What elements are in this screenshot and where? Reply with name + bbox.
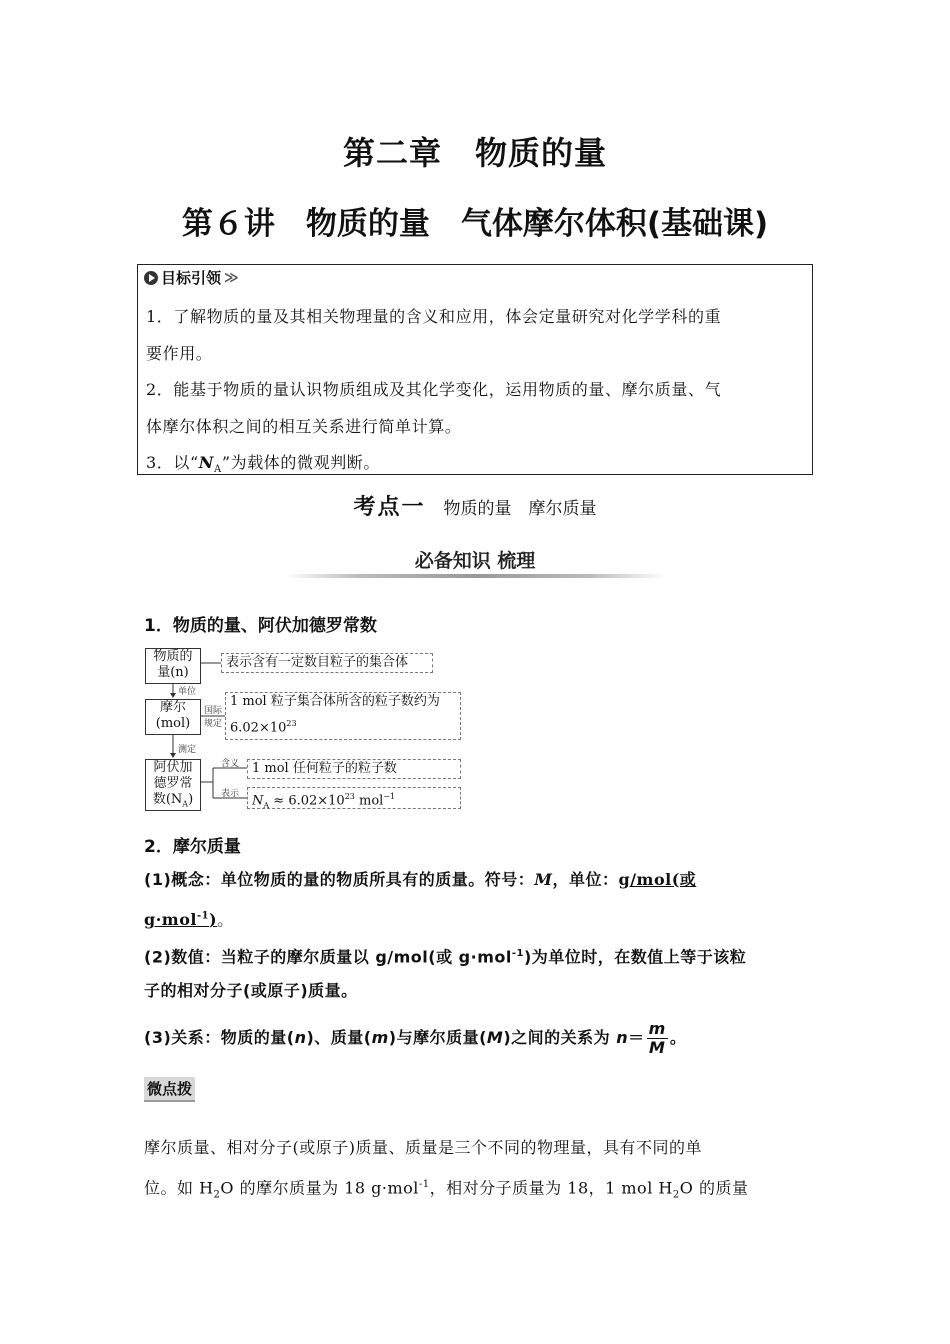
heading-2: 2．摩尔质量 [144, 837, 241, 857]
goal-line-3: 2．能基于物质的量认识物质组成及其化学变化，运用物质的量、摩尔质量、气 [146, 380, 722, 399]
section-title [0, 490, 950, 521]
para-value-line2: 子的相对分子(或原子)质量。 [144, 981, 358, 1000]
goals-header [144, 267, 239, 288]
arrow-label-unit: 单位 [178, 687, 197, 697]
box-avogadro [145, 759, 201, 811]
box-amount-of-substance [145, 648, 201, 684]
goal-line-4: 体摩尔体积之间的相互关系进行简单计算。 [146, 417, 462, 436]
section-topic: 物质的量 摩尔质量 [443, 499, 597, 519]
para-value-line1: (2)数值：当粒子的摩尔质量以 g/mol(或 g·mol$^{-1}$)为单位时，在数值上等于该粒 [144, 947, 747, 967]
para-relation: (3)关系：物质的量(n)、质量(m)与摩尔质量(M)之间的关系为 n＝ $\frac{m}{M}$ 。 [144, 1019, 687, 1057]
para-concept-line1: (1)概念：单位物质的量的物质所具有的质量。符号：M，单位：g/mol(或 [144, 870, 697, 889]
tip-line-1: 摩尔质量、相对分子(或原子)质量、质量是三个不同的物理量，具有不同的单 [144, 1138, 702, 1157]
tag-express: 表示 [221, 789, 240, 799]
lecture-title: 第６讲 物质的量 气体摩尔体积(基础课) [181, 206, 769, 242]
box2-line2: (mol) [155, 716, 191, 731]
play-circle-icon [144, 271, 158, 285]
desc2-line2: $6.02\times 10^{23}$ [230, 719, 297, 736]
goal-line-5: 3．以“$N_A$”为载体的微观判断。 [146, 453, 381, 476]
heading-1: 1．物质的量、阿伏加德罗常数 [144, 616, 377, 636]
banner-label: 必备知识 梳理 [414, 550, 536, 572]
tag-meaning: 含义 [221, 759, 240, 769]
section-number: 考点一 [353, 495, 426, 520]
goals-box [137, 264, 813, 475]
tip-line-2: 位。如 $H_2O$ 的摩尔质量为 18 g·mol$^{-1}$，相对分子质量为 18，1 mol $H_2O$ 的质量 [144, 1178, 749, 1201]
micro-tip-label: 微点拨 [144, 1077, 195, 1102]
goals-header-label: 目标引领 [161, 269, 222, 287]
box3-line1: 阿伏加 [153, 760, 193, 775]
box1-line1: 物质的 [153, 649, 193, 664]
desc2-line1: 1 mol 粒子集合体所含的粒子数约为 [230, 694, 440, 709]
fraction-m-over-M: $\frac{m}{M}$ [648, 1019, 666, 1057]
box1-line2: 量(n) [157, 665, 189, 680]
desc-particle-count: 1 mol 任何粒子的粒子数 [247, 759, 461, 779]
goal-line-2: 要作用。 [146, 344, 213, 363]
chapter-title: 第二章 物质的量 [342, 134, 607, 172]
knowledge-banner [283, 540, 667, 580]
box2-line1: 摩尔 [159, 700, 186, 715]
box3-line2: 德罗常 [153, 776, 193, 791]
desc-mole-definition [225, 692, 461, 740]
box3-line3: 数$(N_A)$ [152, 792, 194, 809]
box-mole [145, 699, 201, 735]
double-chevron-icon: ≫ [224, 269, 239, 286]
para-concept-line2: g·mol$^{-1}$)。 [144, 910, 234, 930]
concept-diagram [143, 646, 473, 814]
arrow-label-measure: 测定 [178, 745, 197, 755]
tag-intl: 国际 规定 [204, 706, 223, 729]
banner-divider [283, 574, 667, 578]
desc-collection: 表示含有一定数目粒子的集合体 [221, 653, 433, 673]
desc-na-value: $N_A \approx 6.02\times 10^{23}$ mol$^{-1}$ [247, 787, 461, 809]
goal-line-1: 1．了解物质的量及其相关物理量的含义和应用，体会定量研究对化学学科的重 [146, 307, 722, 326]
